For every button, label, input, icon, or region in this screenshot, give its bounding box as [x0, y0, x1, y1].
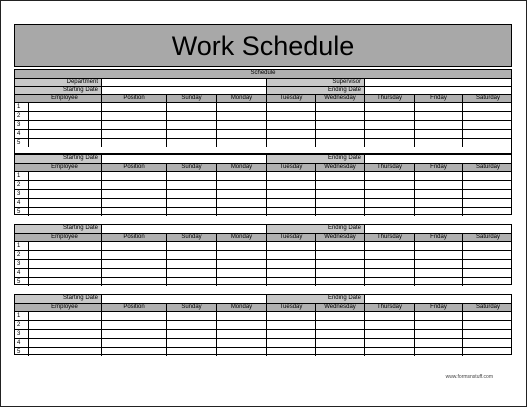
cell-monday[interactable] — [216, 312, 266, 320]
cell-employee[interactable] — [28, 199, 101, 207]
cell-employee[interactable] — [28, 312, 101, 320]
cell-position[interactable] — [101, 103, 166, 111]
cell-position[interactable] — [101, 242, 166, 250]
cell-employee[interactable] — [28, 321, 101, 329]
cell-position[interactable] — [101, 190, 166, 198]
cell-wednesday[interactable] — [315, 330, 364, 338]
cell-monday[interactable] — [216, 181, 266, 189]
cell-saturday[interactable] — [462, 251, 513, 259]
cell-saturday[interactable] — [462, 242, 513, 250]
cell-position[interactable] — [101, 312, 166, 320]
cell-monday[interactable] — [216, 269, 266, 277]
schedule-banner — [15, 70, 511, 78]
ending-date-label: Ending Date — [266, 295, 364, 303]
cell-thursday[interactable] — [364, 321, 414, 329]
cell-thursday[interactable] — [364, 278, 414, 286]
cell-tuesday[interactable] — [266, 321, 315, 329]
cell-wednesday[interactable] — [315, 242, 364, 250]
cell-sunday[interactable] — [166, 330, 216, 338]
column-header-thursday: Thursday — [364, 234, 414, 241]
column-header-sunday: Sunday — [166, 164, 216, 171]
cell-position[interactable] — [101, 112, 166, 120]
row-number: 5 — [17, 140, 21, 146]
ending-date-field[interactable] — [364, 225, 513, 233]
row-number: 4 — [17, 270, 21, 276]
table-row — [15, 111, 511, 120]
cell-wednesday[interactable] — [315, 181, 364, 189]
row-number: 5 — [17, 209, 21, 215]
cell-wednesday[interactable] — [315, 112, 364, 120]
column-header-row — [15, 163, 511, 171]
cell-saturday[interactable] — [462, 172, 513, 180]
cell-position[interactable] — [101, 199, 166, 207]
starting-date-label: Starting Date — [15, 225, 101, 233]
column-header-row — [15, 94, 511, 102]
cell-sunday[interactable] — [166, 269, 216, 277]
cell-friday[interactable] — [414, 339, 462, 347]
cell-friday[interactable] — [414, 208, 462, 216]
cell-friday[interactable] — [414, 190, 462, 198]
cell-wednesday[interactable] — [315, 208, 364, 216]
header-row — [15, 86, 511, 94]
column-header-employee: Employee — [51, 95, 78, 101]
column-header-tuesday: Tuesday — [266, 95, 315, 102]
column-header-sunday: Sunday — [166, 95, 216, 102]
starting-date-label: Starting Date — [15, 155, 101, 163]
cell-sunday[interactable] — [166, 112, 216, 120]
cell-thursday[interactable] — [364, 330, 414, 338]
header-row — [15, 225, 511, 233]
table-row — [15, 189, 511, 198]
column-header-sunday: Sunday — [166, 304, 216, 311]
cell-tuesday[interactable] — [266, 199, 315, 207]
cell-thursday[interactable] — [364, 348, 414, 356]
column-header-monday: Monday — [216, 304, 266, 311]
starting-date-field[interactable] — [101, 87, 266, 94]
supervisor-field[interactable] — [364, 79, 513, 86]
cell-position[interactable] — [101, 260, 166, 268]
cell-sunday[interactable] — [166, 312, 216, 320]
cell-sunday[interactable] — [166, 348, 216, 356]
table-row — [15, 241, 511, 250]
cell-wednesday[interactable] — [315, 348, 364, 356]
cell-monday[interactable] — [216, 242, 266, 250]
cell-friday[interactable] — [414, 242, 462, 250]
ending-date-label: Ending Date — [266, 225, 364, 233]
cell-thursday[interactable] — [364, 121, 414, 129]
table-row — [15, 320, 511, 329]
cell-position[interactable] — [101, 208, 166, 216]
cell-saturday[interactable] — [462, 260, 513, 268]
cell-employee[interactable] — [28, 242, 101, 250]
column-header-friday: Friday — [414, 234, 462, 241]
cell-thursday[interactable] — [364, 199, 414, 207]
cell-position[interactable] — [101, 172, 166, 180]
schedule-section-1 — [14, 69, 512, 154]
column-header-friday: Friday — [414, 95, 462, 102]
cell-tuesday[interactable] — [266, 242, 315, 250]
ending-date-field[interactable] — [364, 295, 513, 303]
cell-employee[interactable] — [28, 269, 101, 277]
table-row — [15, 102, 511, 111]
column-header-row — [15, 303, 511, 311]
cell-employee[interactable] — [28, 130, 101, 138]
row-number: 1 — [17, 104, 21, 110]
cell-tuesday[interactable] — [266, 330, 315, 338]
cell-thursday[interactable] — [364, 181, 414, 189]
cell-wednesday[interactable] — [315, 199, 364, 207]
cell-wednesday[interactable] — [315, 190, 364, 198]
cell-sunday[interactable] — [166, 260, 216, 268]
row-number: 5 — [17, 279, 21, 285]
column-header-thursday: Thursday — [364, 304, 414, 311]
cell-employee[interactable] — [28, 181, 101, 189]
table-row — [15, 268, 511, 277]
cell-employee[interactable] — [28, 348, 101, 356]
column-header-employee: Employee — [51, 304, 78, 310]
cell-wednesday[interactable] — [315, 103, 364, 111]
cell-thursday[interactable] — [364, 172, 414, 180]
cell-monday[interactable] — [216, 251, 266, 259]
cell-position[interactable] — [101, 181, 166, 189]
table-row — [15, 311, 511, 320]
cell-employee[interactable] — [28, 330, 101, 338]
starting-date-field[interactable] — [101, 225, 266, 233]
cell-friday[interactable] — [414, 260, 462, 268]
cell-sunday[interactable] — [166, 121, 216, 129]
cell-wednesday[interactable] — [315, 269, 364, 277]
column-header-monday: Monday — [216, 164, 266, 171]
row-number: 3 — [17, 261, 21, 267]
cell-monday[interactable] — [216, 321, 266, 329]
cell-saturday[interactable] — [462, 348, 513, 356]
cell-monday[interactable] — [216, 260, 266, 268]
cell-sunday[interactable] — [166, 321, 216, 329]
footer-text: www.formsnstuff.com — [445, 374, 493, 380]
cell-thursday[interactable] — [364, 269, 414, 277]
cell-monday[interactable] — [216, 103, 266, 111]
starting-date-label: Starting Date — [15, 87, 101, 94]
schedule-label: Schedule — [250, 70, 276, 76]
cell-position[interactable] — [101, 339, 166, 347]
cell-tuesday[interactable] — [266, 112, 315, 120]
cell-friday[interactable] — [414, 112, 462, 120]
cell-wednesday[interactable] — [315, 251, 364, 259]
row-number: 2 — [17, 252, 21, 258]
cell-employee[interactable] — [28, 121, 101, 129]
cell-thursday[interactable] — [364, 103, 414, 111]
table-row — [15, 347, 511, 356]
cell-thursday[interactable] — [364, 242, 414, 250]
cell-friday[interactable] — [414, 130, 462, 138]
table-row — [15, 129, 511, 138]
cell-friday[interactable] — [414, 348, 462, 356]
cell-tuesday[interactable] — [266, 312, 315, 320]
column-header-wednesday: Wednesday — [315, 95, 364, 102]
cell-sunday[interactable] — [166, 339, 216, 347]
schedule-section-4 — [14, 294, 512, 355]
cell-monday[interactable] — [216, 199, 266, 207]
cell-saturday[interactable] — [462, 208, 513, 216]
cell-friday[interactable] — [414, 172, 462, 180]
cell-monday[interactable] — [216, 339, 266, 347]
starting-date-field[interactable] — [101, 155, 266, 163]
row-number: 3 — [17, 331, 21, 337]
cell-tuesday[interactable] — [266, 130, 315, 138]
row-number: 1 — [17, 243, 21, 249]
cell-tuesday[interactable] — [266, 103, 315, 111]
cell-friday[interactable] — [414, 199, 462, 207]
cell-friday[interactable] — [414, 251, 462, 259]
cell-sunday[interactable] — [166, 251, 216, 259]
ending-date-field[interactable] — [364, 155, 513, 163]
cell-monday[interactable] — [216, 139, 266, 147]
row-number: 2 — [17, 182, 21, 188]
column-header-position: Position — [101, 234, 166, 241]
cell-tuesday[interactable] — [266, 278, 315, 286]
cell-friday[interactable] — [414, 278, 462, 286]
cell-monday[interactable] — [216, 208, 266, 216]
cell-saturday[interactable] — [462, 269, 513, 277]
cell-sunday[interactable] — [166, 190, 216, 198]
cell-saturday[interactable] — [462, 181, 513, 189]
cell-saturday[interactable] — [462, 312, 513, 320]
cell-tuesday[interactable] — [266, 139, 315, 147]
cell-tuesday[interactable] — [266, 208, 315, 216]
starting-date-field[interactable] — [101, 295, 266, 303]
cell-position[interactable] — [101, 348, 166, 356]
cell-sunday[interactable] — [166, 208, 216, 216]
cell-sunday[interactable] — [166, 139, 216, 147]
cell-monday[interactable] — [216, 348, 266, 356]
ending-date-field[interactable] — [364, 87, 513, 94]
row-number: 1 — [17, 313, 21, 319]
cell-position[interactable] — [101, 251, 166, 259]
cell-tuesday[interactable] — [266, 269, 315, 277]
cell-employee[interactable] — [28, 260, 101, 268]
cell-friday[interactable] — [414, 139, 462, 147]
cell-friday[interactable] — [414, 312, 462, 320]
cell-wednesday[interactable] — [315, 130, 364, 138]
cell-friday[interactable] — [414, 103, 462, 111]
table-row — [15, 277, 511, 286]
row-number: 2 — [17, 322, 21, 328]
cell-monday[interactable] — [216, 130, 266, 138]
column-header-position: Position — [101, 304, 166, 311]
cell-friday[interactable] — [414, 321, 462, 329]
column-header-saturday: Saturday — [462, 95, 513, 102]
cell-position[interactable] — [101, 121, 166, 129]
column-header-wednesday: Wednesday — [315, 234, 364, 241]
cell-saturday[interactable] — [462, 103, 513, 111]
cell-position[interactable] — [101, 130, 166, 138]
cell-saturday[interactable] — [462, 330, 513, 338]
row-number: 5 — [17, 349, 21, 355]
column-header-wednesday: Wednesday — [315, 304, 364, 311]
cell-sunday[interactable] — [166, 181, 216, 189]
cell-employee[interactable] — [28, 112, 101, 120]
cell-monday[interactable] — [216, 121, 266, 129]
cell-sunday[interactable] — [166, 278, 216, 286]
header-row — [15, 295, 511, 303]
page-title: Work Schedule — [14, 24, 512, 67]
table-row — [15, 171, 511, 180]
table-row — [15, 338, 511, 347]
cell-position[interactable] — [101, 269, 166, 277]
cell-friday[interactable] — [414, 330, 462, 338]
cell-employee[interactable] — [28, 139, 101, 147]
supervisor-label: Supervisor — [266, 79, 364, 86]
row-number: 3 — [17, 122, 21, 128]
column-header-monday: Monday — [216, 234, 266, 241]
row-number: 3 — [17, 191, 21, 197]
cell-thursday[interactable] — [364, 260, 414, 268]
row-number: 4 — [17, 131, 21, 137]
cell-wednesday[interactable] — [315, 121, 364, 129]
cell-tuesday[interactable] — [266, 190, 315, 198]
cell-tuesday[interactable] — [266, 339, 315, 347]
table-row — [15, 250, 511, 259]
cell-wednesday[interactable] — [315, 139, 364, 147]
column-header-wednesday: Wednesday — [315, 164, 364, 171]
cell-tuesday[interactable] — [266, 251, 315, 259]
cell-position[interactable] — [101, 278, 166, 286]
cell-sunday[interactable] — [166, 103, 216, 111]
cell-employee[interactable] — [28, 172, 101, 180]
column-header-position: Position — [101, 164, 166, 171]
cell-employee[interactable] — [28, 103, 101, 111]
column-header-saturday: Saturday — [462, 234, 513, 241]
cell-tuesday[interactable] — [266, 348, 315, 356]
cell-thursday[interactable] — [364, 339, 414, 347]
column-header-saturday: Saturday — [462, 304, 513, 311]
cell-tuesday[interactable] — [266, 172, 315, 180]
cell-thursday[interactable] — [364, 112, 414, 120]
column-header-sunday: Sunday — [166, 234, 216, 241]
cell-thursday[interactable] — [364, 208, 414, 216]
table-row — [15, 180, 511, 189]
row-number: 1 — [17, 173, 21, 179]
column-header-thursday: Thursday — [364, 164, 414, 171]
department-field[interactable] — [101, 79, 266, 86]
cell-thursday[interactable] — [364, 130, 414, 138]
column-header-thursday: Thursday — [364, 95, 414, 102]
table-row — [15, 138, 511, 147]
table-row — [15, 198, 511, 207]
column-header-row — [15, 233, 511, 241]
row-number: 4 — [17, 340, 21, 346]
ending-date-label: Ending Date — [266, 155, 364, 163]
cell-sunday[interactable] — [166, 242, 216, 250]
cell-friday[interactable] — [414, 181, 462, 189]
cell-saturday[interactable] — [462, 278, 513, 286]
cell-monday[interactable] — [216, 172, 266, 180]
header-row — [15, 155, 511, 163]
cell-thursday[interactable] — [364, 190, 414, 198]
cell-employee[interactable] — [28, 278, 101, 286]
cell-sunday[interactable] — [166, 172, 216, 180]
cell-employee[interactable] — [28, 190, 101, 198]
cell-saturday[interactable] — [462, 190, 513, 198]
cell-thursday[interactable] — [364, 139, 414, 147]
column-header-tuesday: Tuesday — [266, 304, 315, 311]
cell-tuesday[interactable] — [266, 181, 315, 189]
starting-date-label: Starting Date — [15, 295, 101, 303]
cell-tuesday[interactable] — [266, 260, 315, 268]
cell-thursday[interactable] — [364, 251, 414, 259]
cell-employee[interactable] — [28, 339, 101, 347]
column-header-saturday: Saturday — [462, 164, 513, 171]
column-header-position: Position — [101, 95, 166, 102]
ending-date-label: Ending Date — [266, 87, 364, 94]
cell-saturday[interactable] — [462, 139, 513, 147]
cell-saturday[interactable] — [462, 121, 513, 129]
cell-wednesday[interactable] — [315, 321, 364, 329]
cell-saturday[interactable] — [462, 199, 513, 207]
column-header-friday: Friday — [414, 164, 462, 171]
cell-saturday[interactable] — [462, 339, 513, 347]
cell-monday[interactable] — [216, 278, 266, 286]
cell-monday[interactable] — [216, 112, 266, 120]
column-header-tuesday: Tuesday — [266, 234, 315, 241]
cell-wednesday[interactable] — [315, 260, 364, 268]
cell-saturday[interactable] — [462, 112, 513, 120]
row-number: 4 — [17, 200, 21, 206]
cell-friday[interactable] — [414, 269, 462, 277]
row-number: 2 — [17, 113, 21, 119]
table-row — [15, 329, 511, 338]
cell-sunday[interactable] — [166, 130, 216, 138]
cell-monday[interactable] — [216, 330, 266, 338]
cell-position[interactable] — [101, 321, 166, 329]
table-row — [15, 259, 511, 268]
cell-wednesday[interactable] — [315, 172, 364, 180]
table-row — [15, 120, 511, 129]
column-header-monday: Monday — [216, 95, 266, 102]
column-header-employee: Employee — [51, 164, 78, 170]
cell-sunday[interactable] — [166, 199, 216, 207]
cell-monday[interactable] — [216, 190, 266, 198]
table-row — [15, 207, 511, 216]
column-header-employee: Employee — [51, 234, 78, 240]
cell-tuesday[interactable] — [266, 121, 315, 129]
schedule-section-3 — [14, 224, 512, 285]
cell-wednesday[interactable] — [315, 339, 364, 347]
column-header-friday: Friday — [414, 304, 462, 311]
schedule-section-2 — [14, 154, 512, 215]
cell-wednesday[interactable] — [315, 278, 364, 286]
header-row — [15, 78, 511, 86]
column-header-tuesday: Tuesday — [266, 164, 315, 171]
cell-thursday[interactable] — [364, 312, 414, 320]
cell-employee[interactable] — [28, 208, 101, 216]
cell-saturday[interactable] — [462, 130, 513, 138]
cell-wednesday[interactable] — [315, 312, 364, 320]
cell-employee[interactable] — [28, 251, 101, 259]
cell-position[interactable] — [101, 330, 166, 338]
cell-saturday[interactable] — [462, 321, 513, 329]
department-label: Department — [15, 79, 101, 86]
cell-friday[interactable] — [414, 121, 462, 129]
cell-position[interactable] — [101, 139, 166, 147]
